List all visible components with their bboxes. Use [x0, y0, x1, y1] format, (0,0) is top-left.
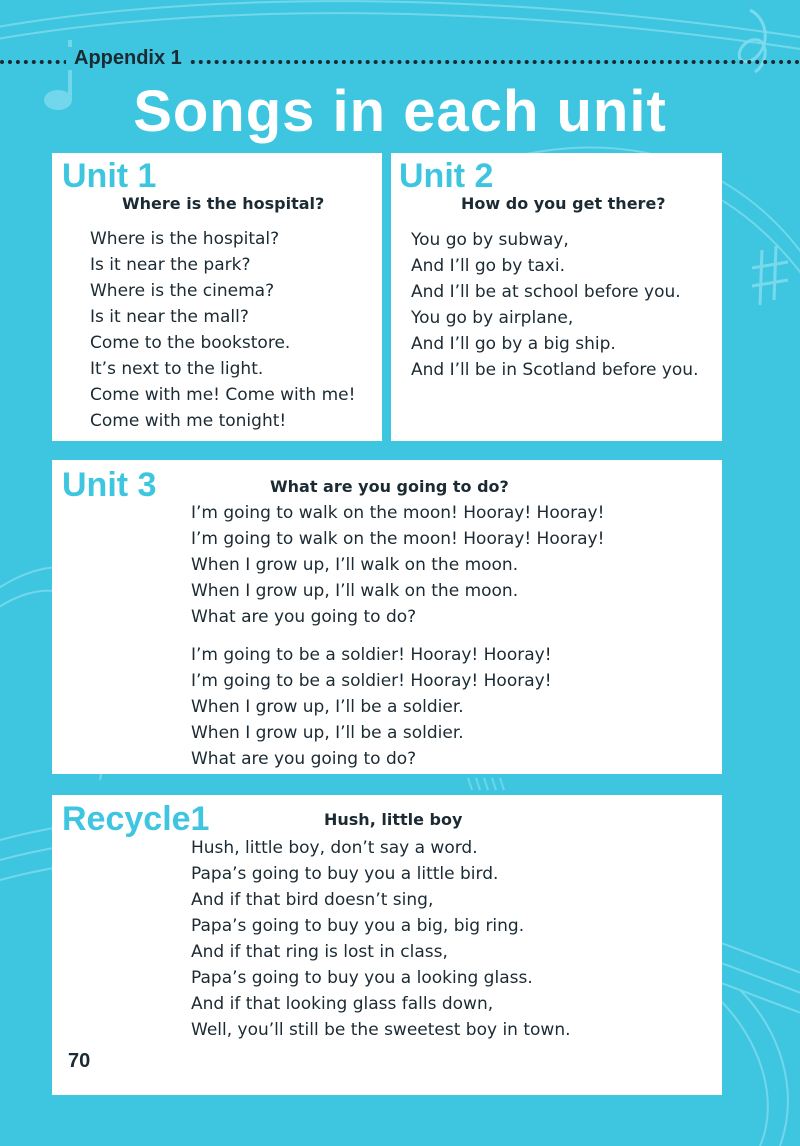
song-title: Hush, little boy [324, 810, 463, 829]
song-title: How do you get there? [461, 194, 666, 213]
page-number: 70 [68, 1050, 91, 1072]
lyric-line: What are you going to do? [191, 749, 417, 769]
lyric-line: It’s next to the light. [90, 359, 264, 379]
lyrics-list [90, 226, 355, 434]
lyric-line: And if that ring is lost in class, [191, 942, 448, 962]
lyric-line: I’m going to be a soldier! Hooray! Hooray! [191, 645, 552, 665]
lyric-line: Is it near the mall? [90, 307, 249, 327]
lyrics-verse-2 [191, 642, 552, 772]
lyric-line: Where is the hospital? [90, 229, 280, 249]
lyric-line: And if that bird doesn’t sing, [191, 890, 434, 910]
unit-2-card [391, 153, 722, 441]
lyric-line: Where is the cinema? [90, 281, 275, 301]
lyric-line: Is it near the park? [90, 255, 251, 275]
lyric-line: I’m going to be a soldier! Hooray! Hooray! [191, 671, 552, 691]
lyric-line: Papa’s going to buy you a little bird. [191, 864, 499, 884]
lyric-line: I’m going to walk on the moon! Hooray! Hooray! [191, 503, 605, 523]
sharp-icon [752, 246, 788, 305]
unit-1-card [52, 153, 382, 441]
lyrics-list [191, 835, 571, 1043]
lyric-line: When I grow up, I’ll walk on the moon. [191, 555, 519, 575]
song-title: Where is the hospital? [122, 194, 325, 213]
unit-title: Unit 1 [62, 157, 157, 195]
lyric-line: And I’ll be in Scotland before you. [411, 360, 699, 380]
lyric-line: Come with me! Come with me! [90, 385, 356, 405]
lyric-line: When I grow up, I’ll be a soldier. [191, 697, 464, 717]
song-title: What are you going to do? [270, 477, 509, 496]
lyric-line: Well, you’ll still be the sweetest boy in town. [191, 1020, 571, 1040]
lyric-line: Come with me tonight! [90, 411, 287, 431]
lyric-line: And I’ll be at school before you. [411, 282, 681, 302]
unit-title: Recycle1 [62, 800, 210, 838]
unit-title: Unit 2 [399, 157, 494, 195]
lyric-line: Hush, little boy, don’t say a word. [191, 838, 478, 858]
lyric-line: Come to the bookstore. [90, 333, 291, 353]
lyric-line: And I’ll go by a big ship. [411, 334, 616, 354]
lyric-line: Papa’s going to buy you a big, big ring. [191, 916, 525, 936]
lyric-line: I’m going to walk on the moon! Hooray! Hooray! [191, 529, 605, 549]
lyric-line: You go by subway, [411, 230, 569, 250]
lyric-line: Papa’s going to buy you a looking glass. [191, 968, 533, 988]
recycle-1-card [52, 795, 722, 1095]
lyric-line: What are you going to do? [191, 607, 417, 627]
page-title: Songs in each unit [133, 79, 667, 144]
unit-title: Unit 3 [62, 466, 157, 504]
unit-3-card [52, 460, 722, 774]
lyric-line: And if that looking glass falls down, [191, 994, 494, 1014]
lyric-line: When I grow up, I’ll be a soldier. [191, 723, 464, 743]
appendix-label: Appendix 1 [66, 47, 190, 70]
lyric-line: And I’ll go by taxi. [411, 256, 565, 276]
lyric-line: You go by airplane, [411, 308, 574, 328]
lyrics-list [411, 227, 699, 383]
lyrics-verse-1 [191, 500, 604, 630]
lyric-line: When I grow up, I’ll walk on the moon. [191, 581, 519, 601]
